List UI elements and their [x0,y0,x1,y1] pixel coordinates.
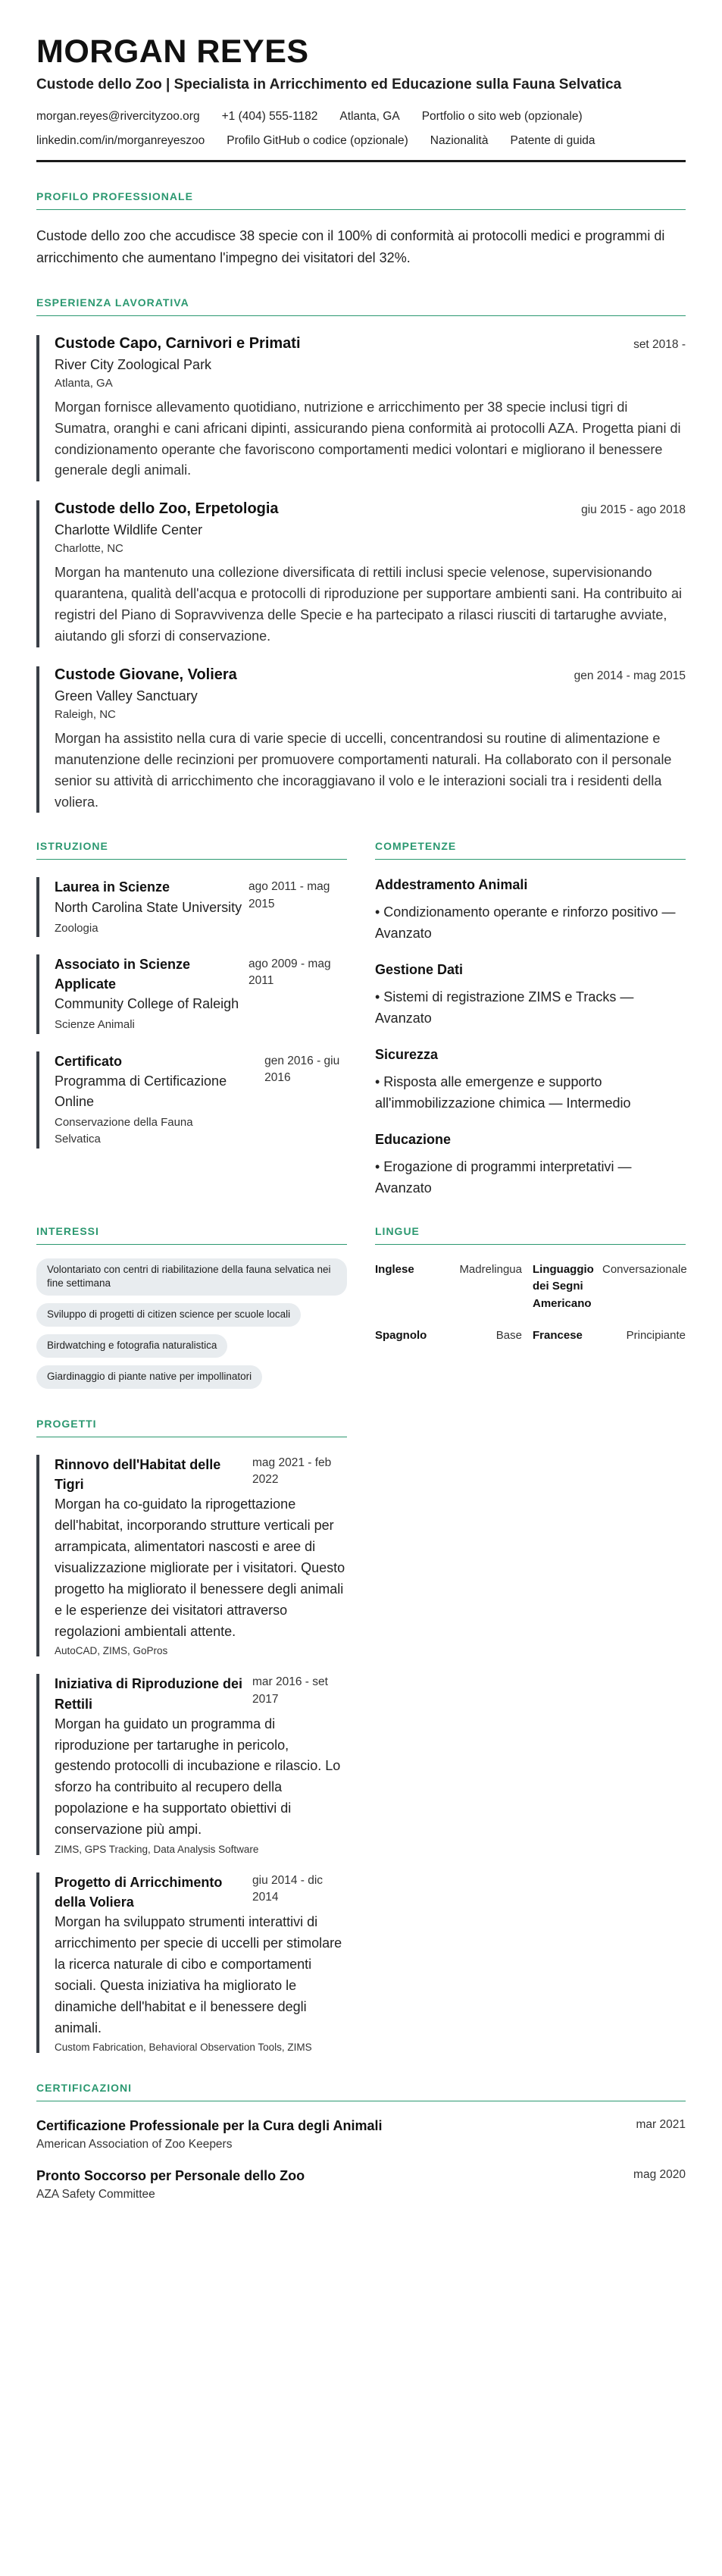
interests-languages-row [36,1225,686,1389]
section-title: COMPETENZE [375,840,457,853]
candidate-name: MORGAN REYES [36,33,309,70]
interest-chip: Birdwatching e fotografia naturalistica [36,1334,227,1358]
section-title: PROGETTI [36,1418,97,1430]
section-divider [36,315,686,316]
contact-location: Atlanta, GA [339,110,400,124]
certification-org: AZA Safety Committee [36,2188,155,2202]
section-title: LINGUE [375,1224,420,1237]
contact-license: Patente di guida [510,134,595,148]
edu-field: Zoologia [55,921,98,935]
job-entry [36,335,686,482]
job-location: Raleigh, NC [55,707,116,721]
header-divider [36,160,686,162]
project-tools: Custom Fabrication, Behavioral Observation Tools, ZIMS [55,2042,312,2054]
edu-field: Scienze Animali [55,1018,135,1032]
education-entry [36,877,347,937]
project-date: mag 2021 - feb 2022 [252,1456,332,1487]
contact-linkedin[interactable]: linkedin.com/in/morganreyeszoo [36,134,205,148]
job-title: Custode dello Zoo, Erpetologia [55,500,279,518]
education-section [36,840,347,1199]
project-title: Progetto di Arricchimento della Voliera [55,1874,223,1910]
edu-degree: Laurea in Scienze [55,879,170,895]
interest-chip: Volontariato con centri di riabilitazione della fauna selvatica nei fine settimana [36,1258,347,1296]
section-title: ISTRUZIONE [36,840,108,853]
projects-section [36,1418,347,2053]
project-title: Iniziativa di Riproduzione dei Rettili [55,1676,243,1712]
job-entry [36,500,686,647]
job-location: Atlanta, GA [55,376,113,390]
edu-school: North Carolina State University [55,899,242,915]
section-divider [36,859,347,860]
interest-chip: Sviluppo di progetti di citizen science per scuole locali [36,1303,301,1327]
project-entry [36,1674,347,1855]
edu-school: Community College of Raleigh [55,996,239,1012]
project-description: Morgan ha co-guidato la riprogettazione dell'habitat, incorporando strutture verticali per arrampicata, alimentatori nascosti e aree di visualizzazione migliorate per i visitatori. Questo progetto ha migliorato il benessere degli animali e le esperienze dei visitatori attraverso regolazioni ambientali attente. [55,1496,345,1639]
job-date: gen 2014 - mag 2015 [574,669,686,682]
education-entry [36,1051,347,1149]
project-title: Rinnovo dell'Habitat delle Tigri [55,1457,221,1493]
section-divider [375,1244,686,1245]
job-date: giu 2015 - ago 2018 [581,503,686,517]
job-date: set 2018 - [633,337,686,351]
job-company: River City Zoological Park [55,356,212,372]
certification-title: Certificazione Professionale per la Cura degli Animali [36,2118,383,2134]
section-title: PROFILO PROFESSIONALE [36,190,193,203]
certification-entry [36,2118,686,2151]
skill-category: Educazione [375,1131,452,1147]
project-entry [36,1872,347,2054]
project-date: giu 2014 - dic 2014 [252,1873,323,1904]
certification-org: American Association of Zoo Keepers [36,2138,233,2151]
languages-section [375,1225,686,1389]
experience-section [36,296,686,813]
edu-school: Programma di Certificazione Online [55,1073,227,1109]
contact-portfolio[interactable]: Portfolio o sito web (opzionale) [421,110,583,124]
job-title: Custode Giovane, Voliera [55,666,237,683]
section-divider [375,859,686,860]
job-entry [36,666,686,813]
section-title: CERTIFICAZIONI [36,2082,132,2095]
section-title: INTERESSI [36,1224,99,1237]
resume-header [36,35,686,162]
skill-item: • Risposta alle emergenze e supporto all'immobilizzazione chimica — Intermedio [375,1073,631,1111]
edu-degree: Certificato [55,1053,123,1069]
language-level: Principiante [626,1329,686,1343]
contact-email[interactable]: morgan.reyes@rivercityzoo.org [36,110,200,124]
job-title: Custode Capo, Carnivori e Primati [55,334,301,352]
certification-date: mar 2021 [636,2118,686,2132]
project-tools: AutoCAD, ZIMS, GoPros [55,1645,168,1657]
profile-section [36,190,686,269]
project-description: Morgan ha sviluppato strumenti interattivi di arricchimento per specie di uccelli per stimolare la ricerca naturale di cibo e comportamenti sociali. Questa iniziativa ha migliorato le dinamiche dell'habitat e il benessere degli animali. [55,1914,342,2035]
profile-summary: Custode dello zoo che accudisce 38 specie con il 100% di conformità ai protocolli medici e programmi di arricchimento che aumentano l'impegno dei visitatori del 32%. [36,228,665,265]
skill-item: • Condizionamento operante e rinforzo positivo — Avanzato [375,904,676,942]
language-level: Madrelingua [459,1262,522,1276]
project-description: Morgan ha guidato un programma di riproduzione per tartarughe in pericolo, gestendo protocolli di incubazione e rilascio. Lo sforzo ha contribuito al recupero della popolazione e ha supportato obiettivi di conservazione più ampi. [55,1716,341,1838]
section-divider [36,1244,347,1245]
interests-section [36,1225,347,1389]
skill-category: Gestione Dati [375,962,464,978]
skills-section [375,840,686,1199]
certification-entry [36,2168,686,2202]
project-date: mar 2016 - set 2017 [252,1675,328,1706]
job-description: Morgan fornisce allevamento quotidiano, nutrizione e arricchimento per 38 specie inclusi tigri di Sumatra, oranghi e cani africani dipinti, assicurando piena conformità ai protocolli AZA. Progetta piani di condizionamento operante che favoriscono comportamenti medici volontari e migliorano il benessere generale degli animali. [55,399,681,478]
contact-info [36,110,686,148]
section-divider [36,209,686,210]
headline: Custode dello Zoo | Specialista in Arricchimento ed Educazione sulla Fauna Selvatica [36,77,622,93]
skill-category: Sicurezza [375,1046,439,1062]
project-tools: ZIMS, GPS Tracking, Data Analysis Software [55,1843,259,1855]
edu-date: ago 2009 - mag 2011 [248,957,331,988]
education-entry [36,954,347,1034]
contact-nationality: Nazionalità [430,134,489,148]
language-name: Francese [533,1329,583,1343]
job-company: Green Valley Sanctuary [55,688,198,704]
interest-chip: Giardinaggio di piante native per impollinatori [36,1365,262,1389]
edu-field: Conservazione della Fauna Selvatica [55,1115,193,1146]
edu-date: gen 2016 - giu 2016 [264,1054,340,1085]
job-description: Morgan ha assistito nella cura di varie specie di uccelli, concentrandosi su routine di alimentazione e manutenzione delle recinzioni per promuovere comportamenti naturali. Ha collaborato con il personale senior su attività di arricchimento che incoraggiavano il volo e le interazioni sociali tra i residenti della voliera. [55,730,672,810]
language-level: Conversazionale [602,1262,687,1276]
job-location: Charlotte, NC [55,542,123,556]
job-description: Morgan ha mantenuto una collezione diversificata di rettili inclusi specie velenose, supervisionando quarantena, qualità dell'acqua e protocolli di riproduzione per supportare ambienti sani. Ha contribuito ai registri del Piano di Sopravvivenza delle Specie e ha partecipato a rilasci riusciti di tartarughe avviate, aiutando gli sforzi di conservazione. [55,565,682,644]
edu-degree: Associato in Scienze Applicate [55,957,191,992]
skill-item: • Sistemi di registrazione ZIMS e Tracks — Avanzato [375,989,634,1026]
language-name: Spagnolo [375,1329,427,1343]
contact-github[interactable]: Profilo GitHub o codice (opzionale) [227,134,408,148]
edu-date: ago 2011 - mag 2015 [248,880,330,910]
skill-category: Addestramento Animali [375,877,528,893]
education-skills-row [36,840,686,1199]
job-company: Charlotte Wildlife Center [55,522,203,538]
contact-phone[interactable]: +1 (404) 555-1182 [221,110,318,124]
section-title: ESPERIENZA LAVORATIVA [36,296,189,309]
language-name: Inglese [375,1262,414,1276]
language-level: Base [495,1329,522,1343]
certifications-section [36,2082,686,2202]
project-entry [36,1455,347,1656]
languages-grid [375,1261,686,1345]
language-name: Linguaggio dei Segni Americano [533,1262,594,1310]
certification-title: Pronto Soccorso per Personale dello Zoo [36,2168,305,2184]
skill-item: • Erogazione di programmi interpretativi — Avanzato [375,1158,632,1196]
certification-date: mag 2020 [633,2168,686,2182]
